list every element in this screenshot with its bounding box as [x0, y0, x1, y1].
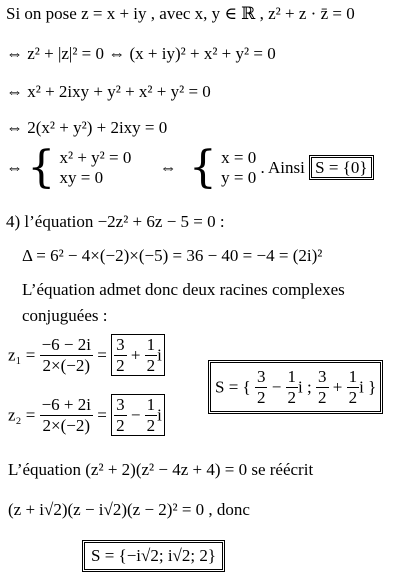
left-brace: {	[27, 142, 56, 193]
system-left-eq2: xy = 0	[59, 168, 104, 187]
set-c-mid: +	[332, 377, 343, 397]
equiv-arrow-2: ⇔	[159, 158, 177, 178]
z1-result-box	[111, 334, 165, 376]
z2-eq: =	[97, 405, 107, 425]
z1-num: −6 − 2i	[41, 335, 91, 354]
set-a-mid: −	[271, 377, 282, 397]
set-close: }	[368, 377, 377, 397]
set-d-den: 2	[348, 387, 358, 407]
z1-r1num: 3	[116, 335, 125, 354]
z1-fraction	[40, 335, 93, 375]
system-right-eq1: x = 0	[221, 147, 257, 167]
z1-r2den: 2	[146, 355, 156, 375]
z1-line	[8, 334, 165, 376]
solution-box-3: S = {−i√2; i√2; 2}	[82, 540, 225, 572]
set-a-i: i ;	[298, 377, 312, 397]
set-d-num: 1	[348, 367, 358, 386]
system-right	[221, 148, 256, 189]
z1-i: i	[157, 345, 162, 365]
z1-label: z₁ =	[8, 345, 36, 365]
delta-line: Δ = 6² − 4×(−2)×(−5) = 36 − 40 = −4 = (2i)²	[22, 246, 323, 265]
z1-r2num: 1	[146, 335, 156, 354]
z1-plus: +	[130, 345, 141, 365]
set-c-num: 3	[318, 367, 327, 386]
z2-r1den: 2	[116, 415, 125, 435]
z2-fraction	[40, 395, 93, 435]
z1-eq: =	[97, 345, 107, 365]
system-left-eq1: x² + y² = 0	[59, 147, 132, 167]
text-line-1: L’équation admet donc deux racines complexes	[22, 280, 345, 299]
z1-den: 2×(−2)	[42, 355, 91, 375]
z2-r2num: 1	[146, 395, 156, 414]
set-b-den: 2	[287, 387, 297, 407]
intro-line: Si on pose z = x + iy , avec x, y ∈ ℝ , z² + z · z̄ = 0	[6, 4, 355, 23]
right-brace: {	[188, 142, 217, 193]
step-1: ⇔ z² + |z|² = 0 ⇔ (x + iy)² + x² + y² = 0	[6, 44, 276, 63]
system-right-eq2: y = 0	[221, 168, 257, 187]
system-left	[60, 148, 132, 189]
z2-result-box	[111, 394, 165, 436]
set-b-num: 1	[287, 367, 297, 386]
set-c-i: i	[359, 377, 364, 397]
step-3: ⇔ 2(x² + y²) + 2ixy = 0	[6, 118, 168, 137]
z2-r1num: 3	[116, 395, 125, 414]
set-a-num: 3	[256, 367, 266, 386]
equiv-arrow: ⇔	[6, 158, 23, 178]
solution-box-1: S = {0}	[309, 155, 373, 180]
system-line	[6, 142, 374, 193]
z2-den: 2×(−2)	[42, 415, 91, 435]
set-open: S = {	[215, 377, 251, 397]
step-2: ⇔ x² + 2ixy + y² + x² + y² = 0	[6, 82, 211, 101]
z2-label: z₂ =	[8, 405, 36, 425]
z2-line	[8, 394, 165, 436]
part5-line2: (z + i√2)(z − i√2)(z − 2)² = 0 , donc	[8, 500, 250, 519]
part5-line1: L’équation (z² + 2)(z² − 4z + 4) = 0 se réécrit	[8, 460, 314, 479]
part4-title: 4) l’équation −2z² + 6z − 5 = 0 :	[6, 212, 225, 231]
solution-box-2	[208, 360, 383, 414]
ainsi-text: . Ainsi	[260, 158, 305, 178]
z2-i: i	[157, 405, 162, 425]
set-a-den: 2	[256, 387, 266, 407]
z1-r1den: 2	[116, 355, 125, 375]
text-line-2: conjuguées :	[22, 306, 108, 325]
z2-minus: −	[130, 405, 141, 425]
set-c-den: 2	[318, 387, 327, 407]
z2-num: −6 + 2i	[41, 395, 91, 414]
z2-r2den: 2	[146, 415, 156, 435]
